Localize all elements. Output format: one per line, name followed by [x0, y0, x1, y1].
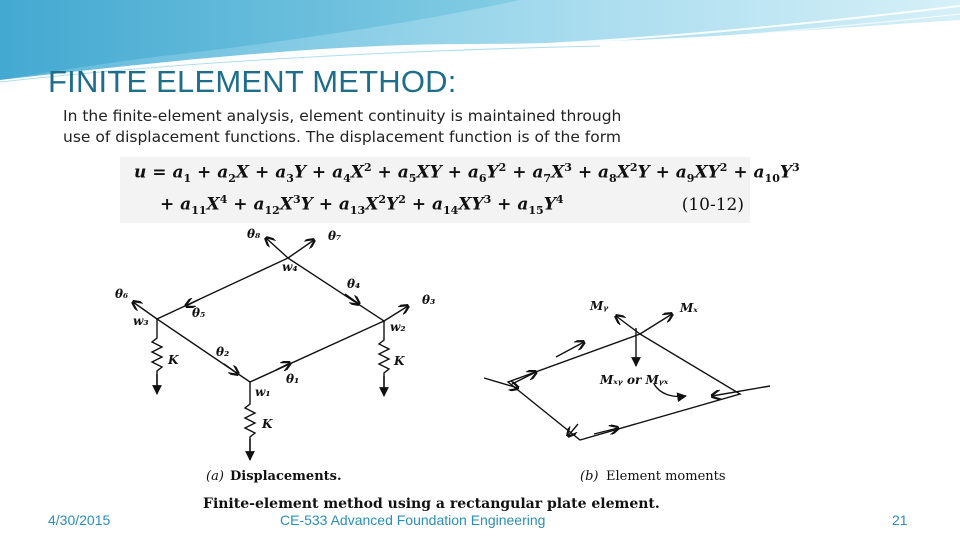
label-w1: w₁: [255, 385, 271, 399]
label-theta3: θ₃: [422, 293, 436, 307]
displacement-labels: [115, 227, 435, 431]
footer-course: CE-533 Advanced Foundation Engineering: [280, 512, 546, 528]
label-my: Mᵧ: [590, 299, 609, 313]
label-k-bottom: K: [262, 417, 273, 431]
label-k-left: K: [168, 353, 179, 367]
label-w2: w₂: [390, 320, 406, 334]
slide-title: FINITE ELEMENT METHOD:: [48, 64, 457, 99]
label-w4: w₄: [282, 260, 298, 274]
label-theta7: θ₇: [328, 229, 342, 243]
theta7-arrow: [288, 240, 314, 258]
body-line-1: In the finite-element analysis, element continuity is maintained through: [63, 107, 622, 125]
equation-number: (10-12): [681, 195, 744, 215]
sub-b-caption: Element moments: [606, 469, 726, 484]
label-theta5: θ₅: [192, 306, 206, 320]
figure-drawing: [100, 224, 782, 516]
equation-line-2: + $a_{11}X^4 + a_{12}X^3Y + a_{13}X^2Y^2 + a_{14}XY^3 + a_{15}Y^4$: [160, 193, 564, 218]
label-mx: Mₓ: [680, 301, 698, 315]
label-theta8: θ₈: [247, 227, 261, 241]
label-k-right: K: [394, 354, 405, 368]
body-line-2: use of displacement functions. The displacement function is of the form: [63, 128, 621, 146]
plate-element-figure: [100, 224, 782, 516]
footer-date: 4/30/2015: [48, 512, 111, 528]
theta3-arrow: [384, 306, 408, 321]
label-theta1: θ₁: [286, 372, 300, 386]
theta4-arrow: [345, 294, 359, 304]
label-theta4: θ₄: [347, 277, 361, 291]
theta1-arrow: [276, 363, 290, 370]
displacement-equation: [120, 157, 800, 223]
equation-line-1: $u = a_1 + a_2X + a_3Y + a_4X^2 + a_5XY + a_6Y^2 + a_7X^3 + a_8X^2Y + a_9XY^2 + a_{10}Y^3$: [134, 161, 800, 186]
label-mxy-or-myx: Mₓᵧ or Mᵧₓ: [600, 373, 669, 387]
sub-captions: [206, 469, 726, 484]
figure-caption: Finite-element method using a rectangular plate element.: [203, 496, 660, 512]
sub-b-letter: (b): [580, 469, 599, 484]
label-theta6: θ₆: [115, 287, 129, 301]
sub-a-caption: Displacements.: [230, 469, 342, 484]
moment-plate-outline: [508, 334, 740, 440]
sub-a-letter: (a): [206, 469, 224, 484]
footer-page-number: 21: [892, 512, 908, 528]
theta2-arrow: [224, 364, 238, 374]
label-theta2: θ₂: [216, 345, 230, 359]
body-text: [63, 106, 763, 148]
moment-labels: [589, 299, 698, 387]
label-w3: w₃: [133, 314, 149, 328]
theta8-arrow: [266, 238, 288, 258]
theta5-arrow: [186, 299, 200, 306]
